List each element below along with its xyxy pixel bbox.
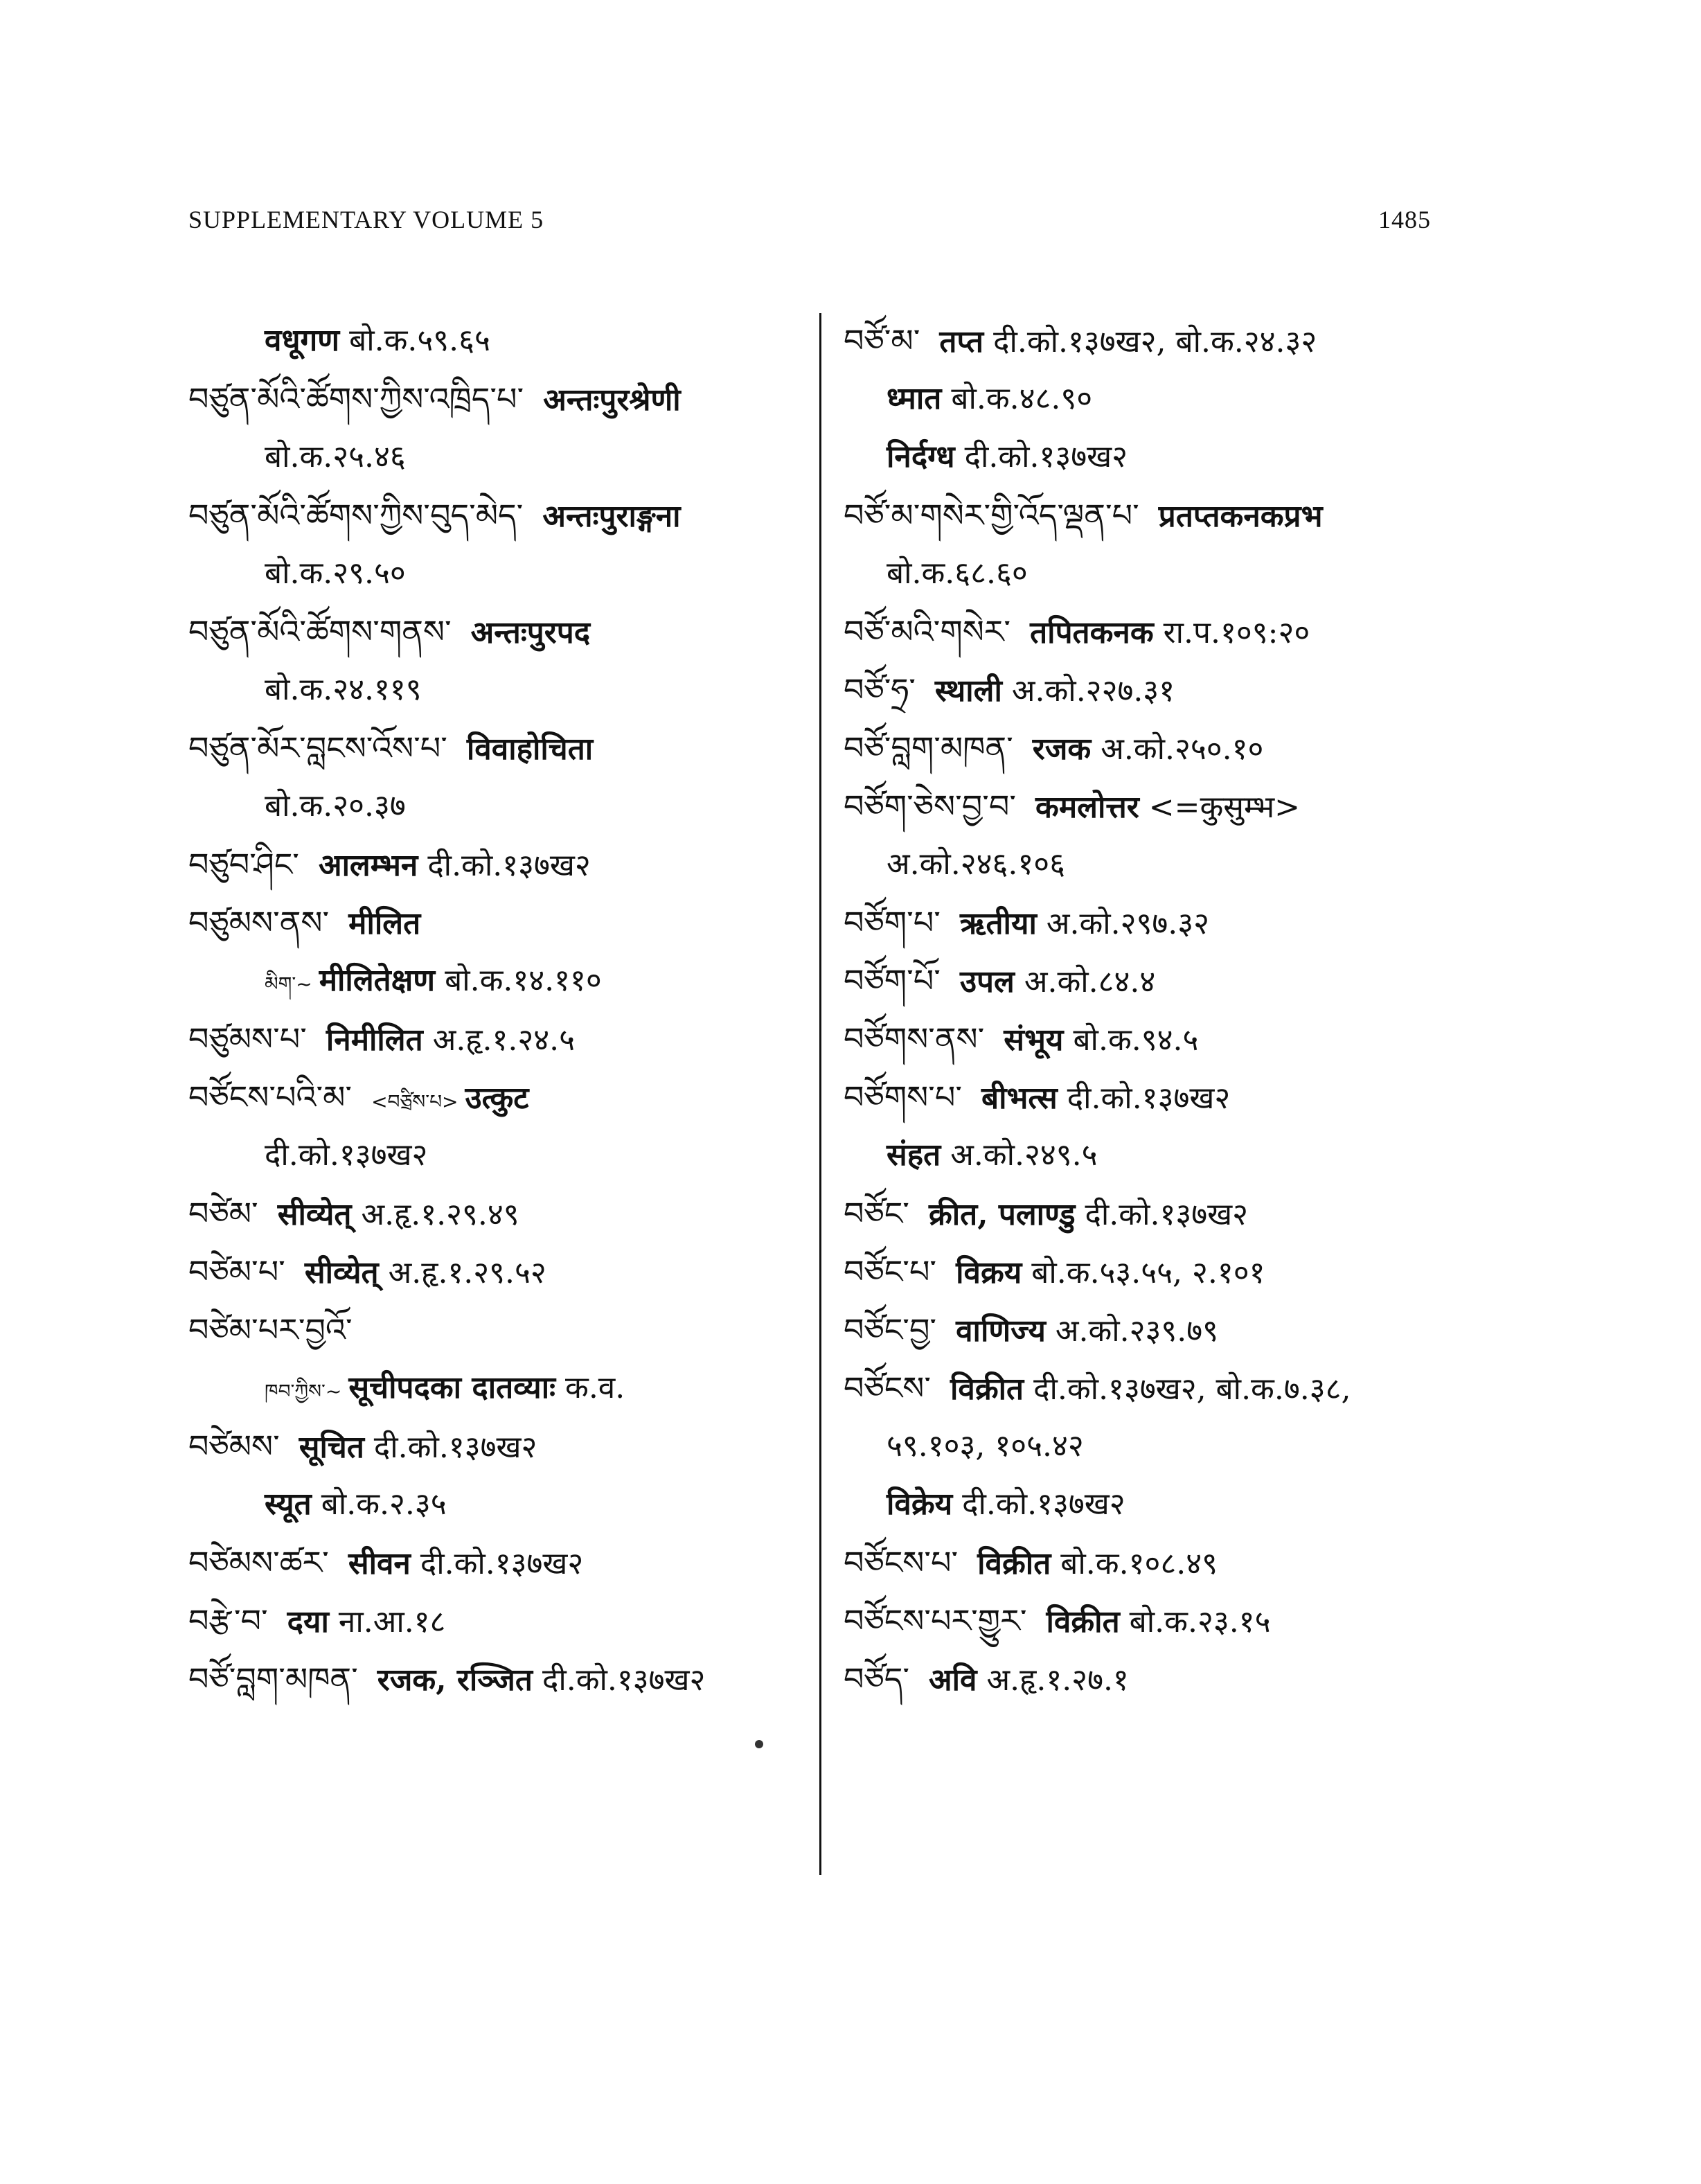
dictionary-entry — [844, 1417, 1439, 1475]
stray-mark — [755, 1740, 763, 1748]
dictionary-entry — [188, 1126, 812, 1184]
source-reference: बो.क.२४.११९ — [265, 672, 422, 707]
source-reference: दी.को.१३७ख२ — [420, 1546, 584, 1581]
dictionary-entry — [188, 428, 812, 486]
dictionary-entry — [188, 1068, 812, 1126]
dictionary-entry — [188, 719, 812, 777]
right-column — [844, 312, 1439, 1708]
dictionary-entry — [844, 1359, 1439, 1417]
sanskrit-term: उपल — [959, 964, 1015, 1000]
dictionary-entry — [188, 894, 812, 952]
page-number: 1485 — [1378, 206, 1431, 233]
source-reference: अ.को.२४६.१०६ — [887, 846, 1066, 882]
tibetan-term: བཙོགས་པ་ — [844, 1078, 962, 1116]
sanskrit-term: सीव्येत् — [277, 1197, 352, 1232]
tibetan-term: བཙོ་མ་གསེར་གྱི་འོད་ལྡན་པ་ — [844, 497, 1139, 534]
dictionary-entry — [188, 544, 812, 603]
dictionary-entry — [188, 1534, 812, 1592]
running-title: SUPPLEMENTARY VOLUME 5 — [188, 206, 544, 233]
sub-term-prefix: ཁབ་ཀྱིས་~ — [265, 1380, 342, 1403]
dictionary-entry — [844, 1184, 1439, 1243]
source-reference: दी.को.१३७ख२ — [964, 439, 1128, 474]
source-reference: अ.हृ.१.२७.१ — [986, 1662, 1129, 1698]
tibetan-term: བཙེམ་པར་བྱའོ་ — [188, 1311, 353, 1349]
dictionary-entry — [188, 1650, 812, 1708]
tibetan-term: བཙུན་མོའི་ཚོགས་ཀྱིས་འཁྲིད་པ་ — [188, 380, 524, 418]
sanskrit-term: तप्त — [939, 324, 984, 359]
tibetan-term: བཙུན་མོར་བླངས་འོས་པ་ — [188, 729, 447, 767]
source-reference: अ.को.२३९.७९ — [1055, 1313, 1219, 1349]
source-reference: बो.क.२.३५ — [321, 1486, 447, 1522]
dictionary-entry — [844, 370, 1439, 428]
source-reference: बो.क.९४.५ — [1073, 1022, 1199, 1058]
sanskrit-term: उत्कुट — [465, 1081, 529, 1116]
sanskrit-term: अन्तःपुरश्रेणी — [543, 382, 681, 418]
sanskrit-term: प्रतप्तकनकप्रभ — [1158, 499, 1323, 534]
dictionary-entry — [844, 894, 1439, 952]
dictionary-entry — [844, 719, 1439, 777]
source-reference: क.व. — [565, 1370, 625, 1405]
dictionary-entry — [188, 1359, 812, 1417]
tibetan-term: བཙོགས་ནས་ — [844, 1020, 985, 1058]
source-reference: बो.क.२३.१५ — [1129, 1604, 1271, 1640]
sanskrit-term: वधूगण — [265, 323, 340, 358]
dictionary-entry — [844, 777, 1439, 835]
tibetan-term: བཙུམས་ནས་ — [188, 904, 330, 941]
sanskrit-term: विक्रेय — [887, 1486, 953, 1522]
dictionary-entry — [844, 1534, 1439, 1592]
tibetan-term: བཙུབ་ཤིང་ — [188, 846, 299, 883]
sanskrit-term: विक्रीत — [977, 1546, 1051, 1581]
sanskrit-term: विक्रय — [956, 1255, 1022, 1290]
dictionary-entry — [844, 1475, 1439, 1534]
tibetan-term: བཙོ་ཧྲ་ — [844, 671, 916, 709]
tibetan-term: བཙེམ་ — [188, 1195, 258, 1232]
source-reference: दी.को.१३७ख२ — [373, 1430, 537, 1465]
page-header — [188, 205, 1431, 247]
tibetan-term: བཙོངས་པའི་མ་ — [188, 1078, 353, 1116]
source-reference: दी.को.१३७ख२, बो.क.७.३८, — [1033, 1371, 1351, 1407]
sanskrit-term: मीलितेक्षण — [319, 963, 436, 998]
sanskrit-term: सीवन — [348, 1546, 411, 1581]
dictionary-entry — [844, 1068, 1439, 1126]
sanskrit-term: संहत — [887, 1137, 941, 1173]
dictionary-entry — [844, 1650, 1439, 1708]
sanskrit-term: स्यूत — [265, 1486, 312, 1522]
source-reference: बो.क.५३.५५, २.१०१ — [1031, 1255, 1265, 1290]
sanskrit-term: बीभत्स — [981, 1081, 1058, 1116]
dictionary-entry — [188, 1592, 812, 1650]
sanskrit-term: रजक, रञ्जित — [377, 1662, 533, 1698]
source-reference: बो.क.२०.३७ — [265, 788, 406, 824]
source-reference: अ.हृ.१.२४.५ — [432, 1022, 576, 1058]
tibetan-term: བརྩེ་བ་ — [188, 1602, 268, 1640]
dictionary-entry — [188, 1010, 812, 1068]
source-reference: बो.क.१०८.४९ — [1060, 1546, 1218, 1581]
dictionary-entry — [844, 1592, 1439, 1650]
dictionary-entry — [188, 777, 812, 835]
source-reference: बो.क.६८.६० — [887, 556, 1028, 591]
sanskrit-term: मीलित — [348, 906, 421, 941]
sanskrit-term: वाणिज्य — [956, 1313, 1046, 1349]
sanskrit-term: तपितकनक — [1030, 615, 1154, 650]
source-reference: <=कुसुम्भ> — [1148, 790, 1301, 825]
dictionary-entry — [844, 835, 1439, 894]
sanskrit-term: दया — [287, 1604, 329, 1640]
dictionary-entry — [188, 835, 812, 894]
source-reference: ना.आ.१८ — [338, 1604, 446, 1640]
dictionary-entry — [844, 544, 1439, 603]
sanskrit-term: संभूय — [1004, 1022, 1064, 1058]
dictionary-entry — [188, 952, 812, 1010]
sanskrit-term: अवि — [929, 1662, 977, 1698]
tibetan-term: བཙོ་བླག་མཁན་ — [188, 1660, 358, 1698]
sanskrit-term: सीव्येत् — [304, 1255, 379, 1290]
dictionary-entry — [844, 603, 1439, 661]
dictionary-entry — [844, 486, 1439, 544]
tibetan-term: བཙུན་མོའི་ཚོགས་ཀྱིས་བུད་མེད་ — [188, 497, 524, 534]
tibetan-term: བཙོག་པོ་ — [844, 962, 941, 1000]
tibetan-term: བཙེམ་པ་ — [188, 1253, 285, 1290]
source-reference: अ.को.२२७.३१ — [1011, 673, 1175, 709]
source-reference: अ.को.२५०.१० — [1101, 731, 1264, 767]
source-reference: अ.को.२४९.५ — [950, 1137, 1098, 1173]
tibetan-term: བཙོ་མའི་གསེར་ — [844, 613, 1011, 650]
source-reference: दी.को.१३७ख२, बो.क.२४.३२ — [993, 324, 1317, 359]
sanskrit-term: विक्रीत — [1046, 1604, 1120, 1640]
source-reference: दी.को.१३७ख२ — [1085, 1197, 1248, 1232]
dictionary-entry — [844, 312, 1439, 370]
sub-term-prefix: <བཙྲིས་པ> — [371, 1090, 458, 1113]
tibetan-term: བཙོངས་ — [844, 1369, 931, 1407]
source-reference: बो.क.१४.११० — [445, 963, 602, 998]
sanskrit-term: विक्रीत — [950, 1371, 1024, 1407]
sanskrit-term: कमलोत्तर — [1035, 790, 1139, 825]
dictionary-entry — [844, 1126, 1439, 1184]
source-reference: अ.हृ.१.२९.५२ — [388, 1255, 546, 1290]
source-reference: ५९.१०३, १०५.४२ — [887, 1428, 1084, 1464]
sanskrit-term: अन्तःपुरपद — [470, 615, 591, 650]
dictionary-entry — [844, 1243, 1439, 1301]
dictionary-entry — [188, 1417, 812, 1475]
column-divider — [819, 313, 821, 1875]
dictionary-entry — [188, 603, 812, 661]
sanskrit-term: क्रीत, पलाण्डु — [928, 1197, 1076, 1232]
source-reference: अ.को.२९७.३२ — [1046, 906, 1210, 941]
source-reference: दी.को.१३७ख२ — [265, 1137, 428, 1173]
sanskrit-term: अन्तःपुराङ्गना — [542, 499, 681, 534]
source-reference: अ.को.८४.४ — [1024, 964, 1156, 1000]
dictionary-entry — [188, 1475, 812, 1534]
dictionary-entry — [844, 952, 1439, 1010]
left-column — [188, 312, 812, 1708]
tibetan-term: བཙོག་ཅེས་བྱ་བ་ — [844, 788, 1017, 825]
sanskrit-term: विवाहोचिता — [466, 731, 594, 767]
dictionary-entry — [188, 1184, 812, 1243]
dictionary-entry — [188, 486, 812, 544]
sanskrit-term: सूचित — [299, 1430, 364, 1465]
source-reference: रा.प.१०९:२० — [1163, 615, 1310, 650]
sanskrit-term: निमीलित — [326, 1022, 423, 1058]
source-reference: बो.क.२५.४६ — [265, 439, 406, 474]
tibetan-term: བཙོད་ — [844, 1660, 910, 1698]
tibetan-term: བཙུམས་པ་ — [188, 1020, 307, 1058]
dictionary-entry — [844, 1301, 1439, 1359]
sub-term-prefix: མིག་~ — [265, 973, 312, 995]
tibetan-term: བཙོང་བྱ་ — [844, 1311, 937, 1349]
source-reference: दी.को.१३७ख२ — [542, 1662, 706, 1698]
sanskrit-term: सूचीपदका दातव्याः — [348, 1370, 556, 1405]
dictionary-entry — [188, 1243, 812, 1301]
sanskrit-term: रजक — [1032, 731, 1092, 767]
dictionary-entry — [188, 1301, 812, 1359]
sanskrit-term: आलम्भन — [318, 848, 418, 883]
source-reference: दी.को.१३७ख२ — [962, 1486, 1125, 1522]
source-reference: दी.को.१३७ख२ — [1067, 1081, 1231, 1116]
sanskrit-term: ऋतीया — [959, 906, 1037, 941]
dictionary-entry — [188, 312, 812, 370]
tibetan-term: བཙོང་པ་ — [844, 1253, 937, 1290]
tibetan-term: བཙོངས་པར་གྱུར་ — [844, 1602, 1027, 1640]
sanskrit-term: ध्मात — [887, 381, 942, 416]
tibetan-term: བཙོག་པ་ — [844, 904, 941, 941]
sanskrit-term: स्थाली — [934, 673, 1002, 709]
dictionary-entry — [188, 370, 812, 428]
source-reference: बो.क.४८.९० — [951, 381, 1093, 416]
tibetan-term: བཙེམས་ཚར་ — [188, 1544, 329, 1581]
source-reference: दी.को.१३७ख२ — [427, 848, 591, 883]
source-reference: बो.क.५९.६५ — [349, 323, 490, 358]
dictionary-entry — [844, 661, 1439, 719]
tibetan-term: བཙེམས་ — [188, 1428, 280, 1465]
dictionary-entry — [844, 1010, 1439, 1068]
source-reference: बो.क.२९.५० — [265, 556, 406, 591]
tibetan-term: བཙོ་མ་ — [844, 322, 920, 359]
dictionary-entry — [844, 428, 1439, 486]
source-reference: अ.हृ.१.२९.४९ — [361, 1197, 519, 1232]
tibetan-term: བཙོང་ — [844, 1195, 909, 1232]
tibetan-term: བཙོ་བླག་མཁན་ — [844, 729, 1013, 767]
sanskrit-term: निर्दग्ध — [887, 439, 955, 474]
dictionary-entry — [188, 661, 812, 719]
tibetan-term: བཙོངས་པ་ — [844, 1544, 959, 1581]
tibetan-term: བཙུན་མོའི་ཚོགས་གནས་ — [188, 613, 452, 650]
